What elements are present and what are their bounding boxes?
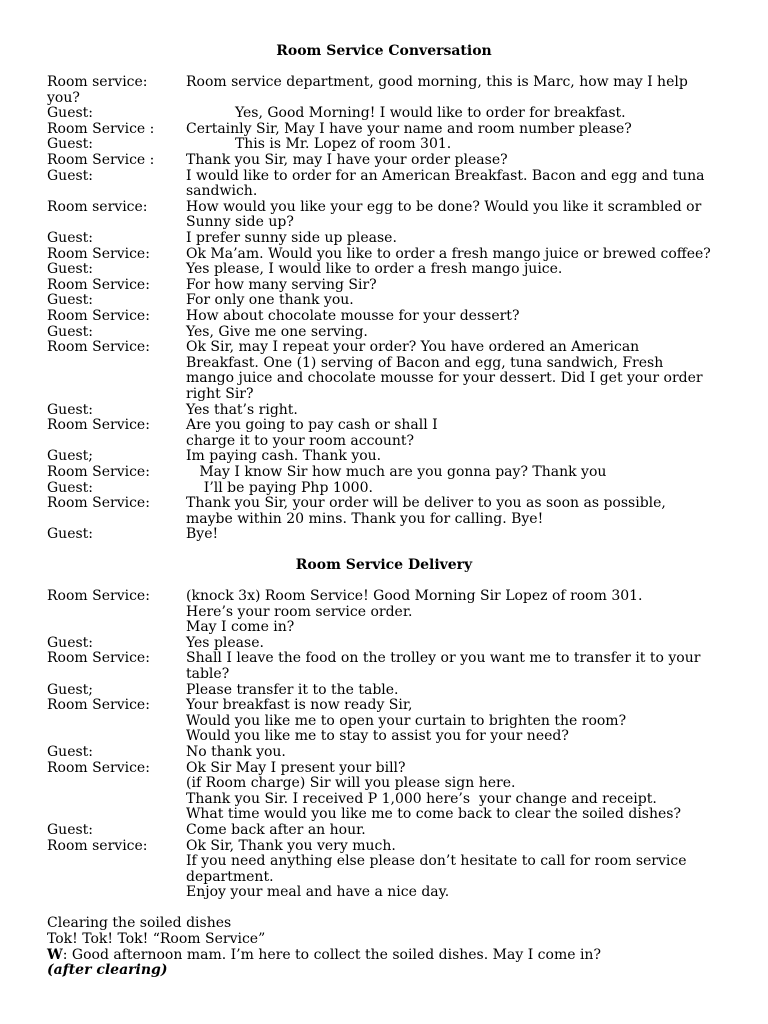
speaker-label: Room Service: <box>47 339 150 356</box>
dialogue-text: Thank you Sir, your order will be deliver to you as soon as possible, <box>186 495 666 512</box>
dialogue-text: sandwich. <box>186 183 258 200</box>
dialogue-text: Yes please, I would like to order a fresh mango juice. <box>186 261 563 278</box>
speaker-label: Room service: <box>47 198 148 215</box>
speaker-label: Guest: <box>47 634 94 651</box>
speaker-label: Room Service: <box>47 697 150 714</box>
speaker-label: Guest: <box>47 323 94 340</box>
dialogue-text-wrap: you? <box>47 89 80 106</box>
dialogue-text: Yes, Good Morning! I would like to order for breakfast. <box>186 105 626 122</box>
dialogue-text: Room service department, good morning, this is Marc, how may I help <box>186 74 688 90</box>
dialogue-text: May I come in? <box>186 619 295 636</box>
speaker-label: Room service: <box>47 837 148 854</box>
dialogue-text: Ok Sir May I present your bill? <box>186 759 406 776</box>
dialogue-text: Shall I leave the food on the trolley or you want me to transfer it to your <box>186 650 701 667</box>
dialogue-text: Sunny side up? <box>186 214 294 231</box>
clearing-heading: Clearing the soiled dishes <box>47 915 232 931</box>
dialogue-text: Would you like me to open your curtain to brighten the room? <box>186 712 627 729</box>
dialogue-text: Enjoy your meal and have a nice day. <box>186 884 450 901</box>
dialogue-text: department. <box>186 868 274 885</box>
clearing-knock-line: Tok! Tok! Tok! “Room Service” <box>47 931 266 947</box>
speaker-label: Room Service: <box>47 588 150 604</box>
dialogue-text: How would you like your egg to be done? Would you like it scrambled or <box>186 198 702 215</box>
dialogue-text: Thank you Sir. I received P 1,000 here’s your change and receipt. <box>186 790 657 807</box>
speaker-label: Guest: <box>47 292 94 309</box>
clearing-waiter-line <box>47 947 601 963</box>
waiter-text: : Good afternoon mam. I’m here to collect the soiled dishes. May I come in? <box>62 947 601 963</box>
dialogue-text: Come back after an hour. <box>186 822 366 838</box>
speaker-label: Room Service: <box>47 650 150 667</box>
dialogue-text: Yes please. <box>186 634 264 651</box>
speaker-label: Guest; <box>47 681 94 698</box>
dialogue-text: I’ll be paying Php 1000. <box>186 479 373 496</box>
dialogue-text: Yes that’s right. <box>186 401 298 418</box>
dialogue-text: I would like to order for an American Breakfast. Bacon and egg and tuna <box>186 167 705 184</box>
speaker-label: Guest: <box>47 167 94 184</box>
speaker-label: Guest: <box>47 261 94 278</box>
speaker-label: Room Service: <box>47 464 150 480</box>
dialogue-text: May I know Sir how much are you gonna pay? Thank you <box>186 464 607 480</box>
dialogue-text: Here’s your room service order. <box>186 603 413 620</box>
dialogue-text: No thank you. <box>186 744 286 760</box>
speaker-label: Room Service: <box>47 417 150 434</box>
dialogue-text: table? <box>186 666 230 682</box>
waiter-label: W <box>47 947 63 963</box>
speaker-label: Guest: <box>47 105 94 122</box>
speaker-label: Guest: <box>47 744 94 760</box>
dialogue-text: How about chocolate mousse for your dessert? <box>186 308 520 324</box>
dialogue-text: right Sir? <box>186 386 254 402</box>
speaker-label: Room Service: <box>47 759 150 776</box>
dialogue-text: What time would you like me to come back to clear the soiled dishes? <box>186 806 681 823</box>
dialogue-text: (if Room charge) Sir will you please sign here. <box>186 775 516 792</box>
dialogue-text: If you need anything else please don’t hesitate to call for room service <box>186 853 687 870</box>
dialogue-text: Please transfer it to the table. <box>186 681 399 698</box>
dialogue-text: Ok Sir, Thank you very much. <box>186 837 396 854</box>
dialogue-text: maybe within 20 mins. Thank you for calling. Bye! <box>186 510 544 527</box>
speaker-label: Guest: <box>47 822 94 838</box>
dialogue-text: Are you going to pay cash or shall I <box>186 417 438 434</box>
speaker-label: Guest: <box>47 136 94 153</box>
dialogue-text: Bye! <box>186 526 219 543</box>
dialogue-text: This is Mr. Lopez of room 301. <box>186 136 452 153</box>
speaker-label: Room Service: <box>47 308 150 324</box>
speaker-label: Room Service : <box>47 152 155 168</box>
dialogue-text: Certainly Sir, May I have your name and room number please? <box>186 120 632 137</box>
dialogue-text: mango juice and chocolate mousse for your dessert. Did I get your order <box>186 370 703 387</box>
dialogue-text: (knock 3x) Room Service! Good Morning Sir Lopez of room 301. <box>186 588 643 604</box>
dialogue-text: Thank you Sir, may I have your order please? <box>186 152 508 168</box>
speaker-label: Room Service: <box>47 276 150 293</box>
after-clearing-note: (after clearing) <box>47 962 168 978</box>
dialogue-text: Ok Ma’am. Would you like to order a fresh mango juice or brewed coffee? <box>186 245 711 262</box>
dialogue-text: Your breakfast is now ready Sir, <box>186 697 413 714</box>
speaker-label: Guest: <box>47 401 94 418</box>
speaker-label: Guest: <box>47 526 94 543</box>
speaker-label: Room Service : <box>47 120 155 137</box>
dialogue-text: Breakfast. One (1) serving of Bacon and egg, tuna sandwich, Fresh <box>186 354 664 371</box>
dialogue-text: Ok Sir, may I repeat your order? You have ordered an American <box>186 339 640 356</box>
dialogue-text: I prefer sunny side up please. <box>186 230 397 246</box>
speaker-label: Guest: <box>47 230 94 246</box>
section-title-conversation: Room Service Conversation <box>276 43 492 59</box>
speaker-label: Room Service: <box>47 495 150 512</box>
dialogue-text: Would you like me to stay to assist you for your need? <box>186 728 569 745</box>
speaker-label: Room Service: <box>47 245 150 262</box>
speaker-label: Guest: <box>47 479 94 496</box>
dialogue-text: Im paying cash. Thank you. <box>186 448 382 465</box>
dialogue-text: For how many serving Sir? <box>186 276 377 293</box>
dialogue-text: charge it to your room account? <box>186 432 415 449</box>
speaker-label: Guest; <box>47 448 94 465</box>
dialogue-text: Yes, Give me one serving. <box>186 323 368 340</box>
speaker-label: Room service: <box>47 74 148 90</box>
dialogue-text: For only one thank you. <box>186 292 354 309</box>
section-title-delivery: Room Service Delivery <box>295 557 473 573</box>
